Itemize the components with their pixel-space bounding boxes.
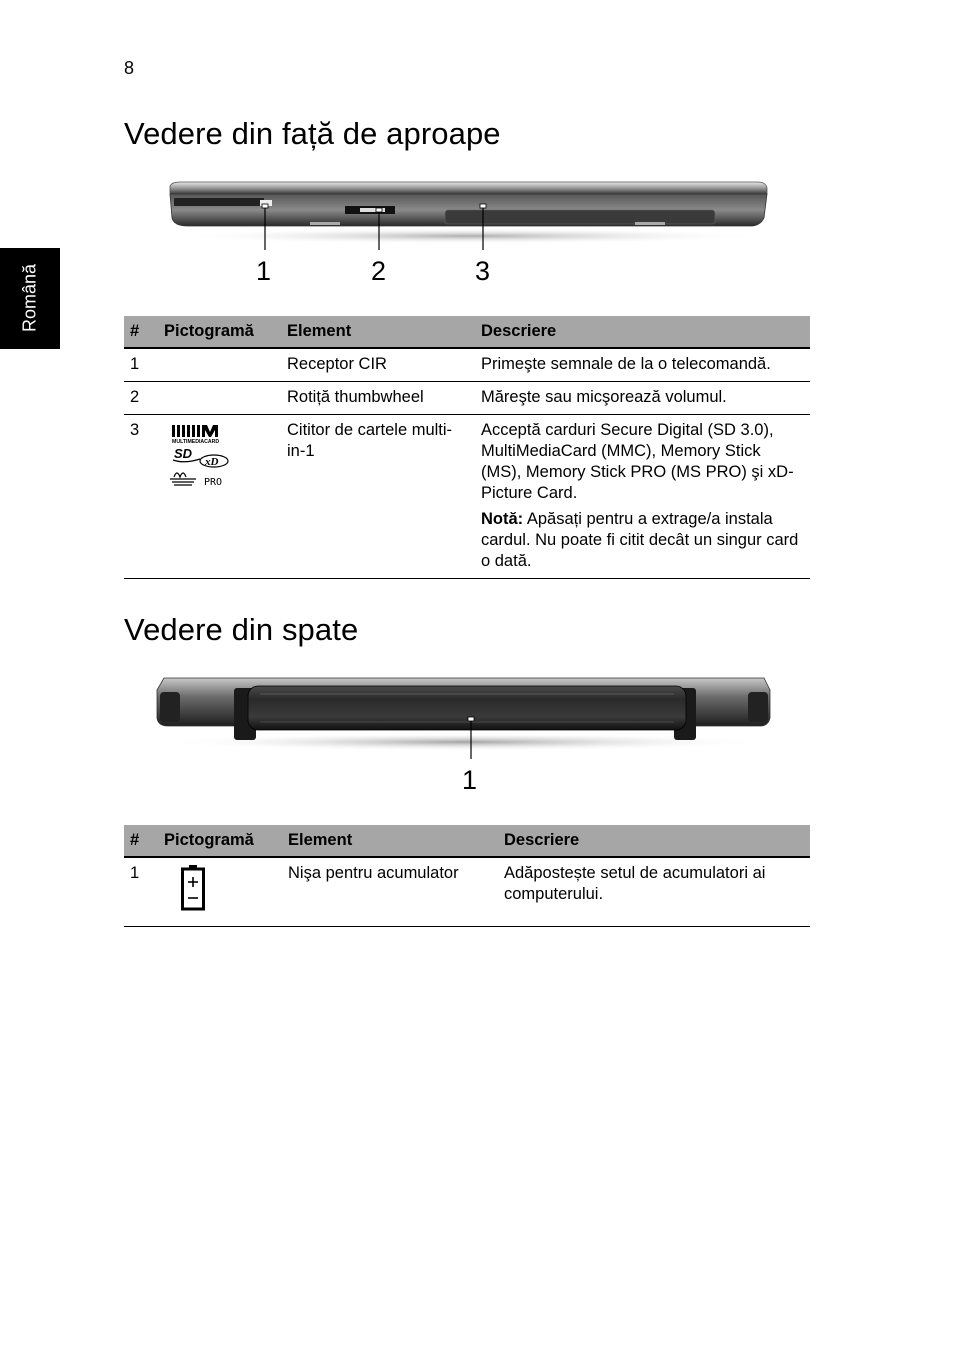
card-reader-logos-icon bbox=[164, 423, 236, 489]
header-element: Element bbox=[281, 316, 475, 348]
xd-logo-text: xD bbox=[205, 456, 219, 468]
laptop-rear-illustration bbox=[150, 672, 780, 752]
row-description: Acceptă carduri Secure Digital (SD 3.0), MultiMediaCard (MMC), Memory Stick (MS), Memory Stick PRO (MS PRO) şi xD-Picture Card. bbox=[481, 421, 794, 502]
row-element: Rotiță thumbwheel bbox=[281, 382, 475, 415]
table-header-row bbox=[124, 316, 810, 348]
row-description: Măreşte sau micşorează volumul. bbox=[475, 382, 810, 415]
header-icon: Pictogramă bbox=[158, 825, 282, 857]
sd-logo-text: SD bbox=[174, 446, 193, 461]
header-icon: Pictogramă bbox=[158, 316, 281, 348]
row-icon bbox=[158, 348, 281, 382]
row-element: Receptor CIR bbox=[281, 348, 475, 382]
page-number: 8 bbox=[124, 58, 135, 78]
header-number: # bbox=[124, 825, 158, 857]
row-number: 3 bbox=[124, 415, 158, 579]
row-description: Adăpostește setul de acumulatori ai computerului. bbox=[498, 857, 810, 926]
table-header-row bbox=[124, 825, 810, 857]
row-number: 1 bbox=[124, 857, 158, 926]
front-view-title: Vedere din față de aproape bbox=[124, 116, 501, 151]
front-callout-lines bbox=[258, 200, 498, 252]
row-number: 2 bbox=[124, 382, 158, 415]
mmc-logo-text: MULTIMEDIACARD bbox=[172, 439, 220, 445]
row-icon bbox=[158, 382, 281, 415]
header-description: Descriere bbox=[498, 825, 810, 857]
table-row bbox=[124, 857, 810, 926]
header-description: Descriere bbox=[475, 316, 810, 348]
battery-icon bbox=[164, 863, 224, 913]
row-icon bbox=[158, 415, 281, 579]
row-element: Nişa pentru acumulator bbox=[282, 857, 498, 926]
row-element: Cititor de cartele multi-in-1 bbox=[281, 415, 475, 579]
language-tab-label: Română bbox=[19, 263, 40, 333]
note-paragraph bbox=[481, 509, 804, 572]
header-number: # bbox=[124, 316, 158, 348]
table-row bbox=[124, 382, 810, 415]
front-components-table bbox=[124, 316, 810, 579]
table-row bbox=[124, 415, 810, 579]
front-callout-2: 2 bbox=[371, 256, 387, 286]
front-callout-3: 3 bbox=[475, 256, 491, 286]
table-row bbox=[124, 348, 810, 382]
row-number: 1 bbox=[124, 348, 158, 382]
header-element: Element bbox=[282, 825, 498, 857]
row-description: Primeşte semnale de la o telecomandă. bbox=[475, 348, 810, 382]
note-text: Apăsați pentru a extrage/a instala cardul. Nu poate fi citit decât un singur card o dată. bbox=[481, 510, 799, 570]
ms-pro-logo-text: PRO bbox=[204, 477, 223, 488]
note-label: Notă: bbox=[481, 510, 524, 528]
rear-callout-line bbox=[466, 715, 476, 761]
front-callout-1: 1 bbox=[256, 256, 272, 286]
row-icon bbox=[158, 857, 282, 926]
rear-view-title: Vedere din spate bbox=[124, 612, 359, 647]
rear-components-table bbox=[124, 825, 810, 927]
language-tab bbox=[0, 248, 60, 349]
rear-callout-1: 1 bbox=[462, 765, 478, 795]
row-description-cell bbox=[475, 415, 810, 579]
